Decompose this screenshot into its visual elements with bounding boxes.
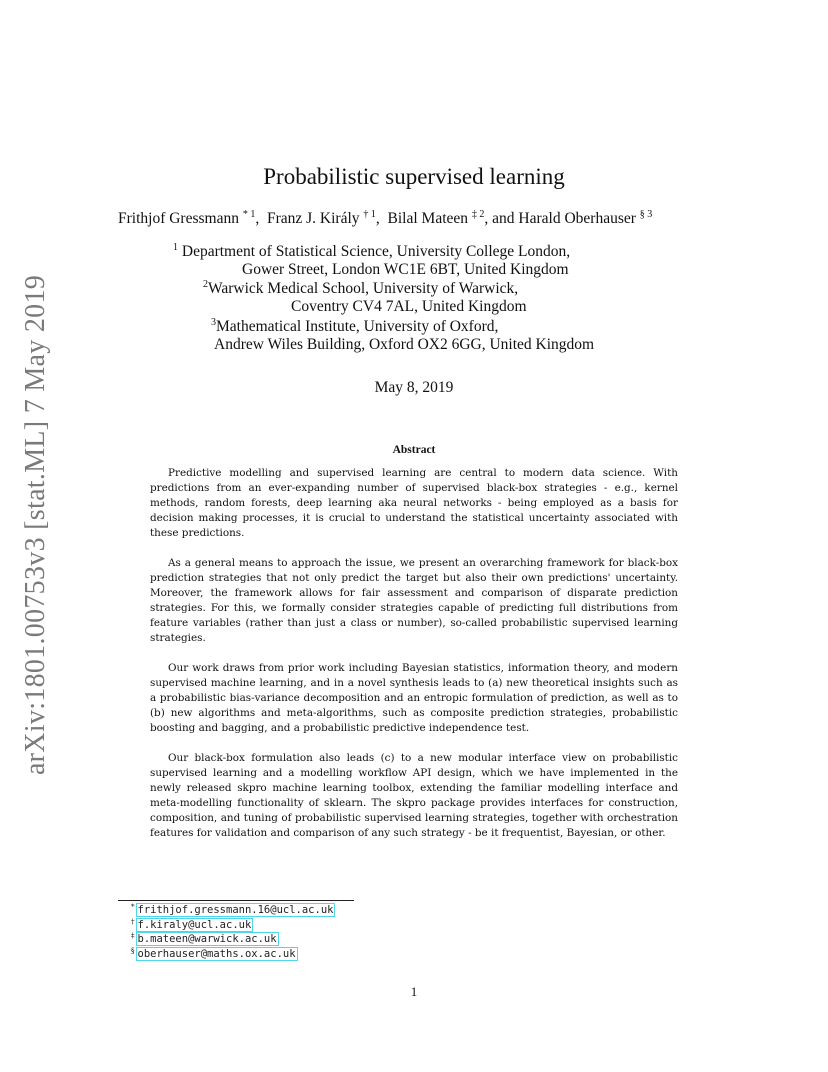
arxiv-sidebar-stamp: arXiv:1801.00753v3 [stat.ML] 7 May 2019 <box>20 274 51 776</box>
footnote-mark: § <box>131 946 135 955</box>
footnote-mark: † <box>131 917 135 926</box>
affiliation-mark: 3 <box>211 317 216 328</box>
paper-title: Probabilistic supervised learning <box>263 164 565 189</box>
affiliation-mark: 2 <box>203 279 208 290</box>
affiliation-line: $^2$Warwick Medical School, University of Warwick, <box>203 279 519 298</box>
footnote-mark: * <box>131 903 135 911</box>
author-mark: § 3 <box>639 209 653 220</box>
author-mark: * 1 <box>242 209 256 220</box>
email-link[interactable]: oberhauser@maths.ox.ac.uk <box>137 947 296 960</box>
abstract-heading: Abstract <box>392 444 436 456</box>
author-mark: ‡ 2 <box>471 209 485 220</box>
author-name: , and Harald Oberhauser <box>484 210 636 228</box>
footnote-item <box>131 919 335 934</box>
abstract-body <box>150 466 678 856</box>
affiliation-line: Gower Street, London WC1E 6BT, United Kingdom <box>242 261 569 278</box>
email-link[interactable]: b.mateen@warwick.ac.uk <box>137 933 277 945</box>
affiliation-line: $^3$Mathematical Institute, University of Oxford, <box>211 317 499 336</box>
email-link[interactable]: frithjof.gressmann.16@ucl.ac.uk <box>137 904 334 916</box>
footnote-item <box>131 933 335 948</box>
author-mark: † 1 <box>363 209 376 220</box>
abstract-paragraph: Our work draws from prior work including Bayesian statistics, information theory, and modern supervised machine learning, and in a novel synthesis leads to (a) new theoretical insights such as a probabilistic bias-variance decomposition and an entropic formulation of prediction, as well as to (b) new algorithms and meta-algorithms, such as composite prediction strategies, probabilistic boosting and bagging, and a probabilistic predictive independence test. <box>150 662 678 734</box>
footnote-item <box>131 904 335 919</box>
paper-date: May 8, 2019 <box>374 379 454 396</box>
page-number: 1 <box>410 984 418 999</box>
affiliation-line: Andrew Wiles Building, Oxford OX2 6GG, United Kingdom <box>214 336 595 353</box>
abstract-paragraph: As a general means to approach the issue, we present an overarching framework for black-box prediction strategies that not only predict the target but also their own predictions' uncertainty. Moreover, the framework allows for fair assessment and comparison of disparate prediction strategies. For this, we formally consider strategies capable of predicting full distributions from feature variables (rather than just a class or number), so-called probabilistic supervised learning strategies. <box>150 557 678 644</box>
footnote-item <box>131 948 335 963</box>
abstract-paragraph: Our black-box formulation also leads (c) to a new modular interface view on probabilistic supervised learning and a modelling workflow API design, which we have implemented in the newly released skpro machine learning toolbox, extending the familiar modelling interface and meta-modelling functionality of sklearn. The skpro package provides interfaces for construction, composition, and tuning of probabilistic supervised learning strategies, together with orchestration features for validation and comparison of any such strategy - be it frequentist, Bayesian, or other. <box>150 752 678 839</box>
author-name: Frithjof Gressmann <box>118 210 239 228</box>
footnote-mark: ‡ <box>131 932 135 940</box>
abstract-paragraph: Predictive modelling and supervised learning are central to modern data science. With predictions from an ever-expanding number of supervised black-box strategies - e.g., kernel methods, random forests, deep learning aka neural networks - being employed as a basis for decision making processes, it is crucial to understand the statistical uncertainty associated with these predictions. <box>150 467 678 539</box>
author-name: Franz J. Király <box>266 210 360 228</box>
author-name: Bilal Mateen <box>387 210 469 228</box>
author-list: Frithjof Gressmann $^{* 1}$, Franz J. Király $^{\dagger 1}$, Bilal Mateen $^{\ddagger 2}$, and Harald Oberhauser $^{\S 3}$ <box>118 209 653 228</box>
email-link[interactable]: f.kiraly@ucl.ac.uk <box>137 918 252 931</box>
footnotes <box>131 904 335 962</box>
affiliation-mark: 1 <box>173 242 178 253</box>
footnote-rule <box>118 900 354 901</box>
affiliation-line: $^1$ Department of Statistical Science, University College London, <box>173 242 571 261</box>
affiliation-line: Coventry CV4 7AL, United Kingdom <box>291 298 527 315</box>
